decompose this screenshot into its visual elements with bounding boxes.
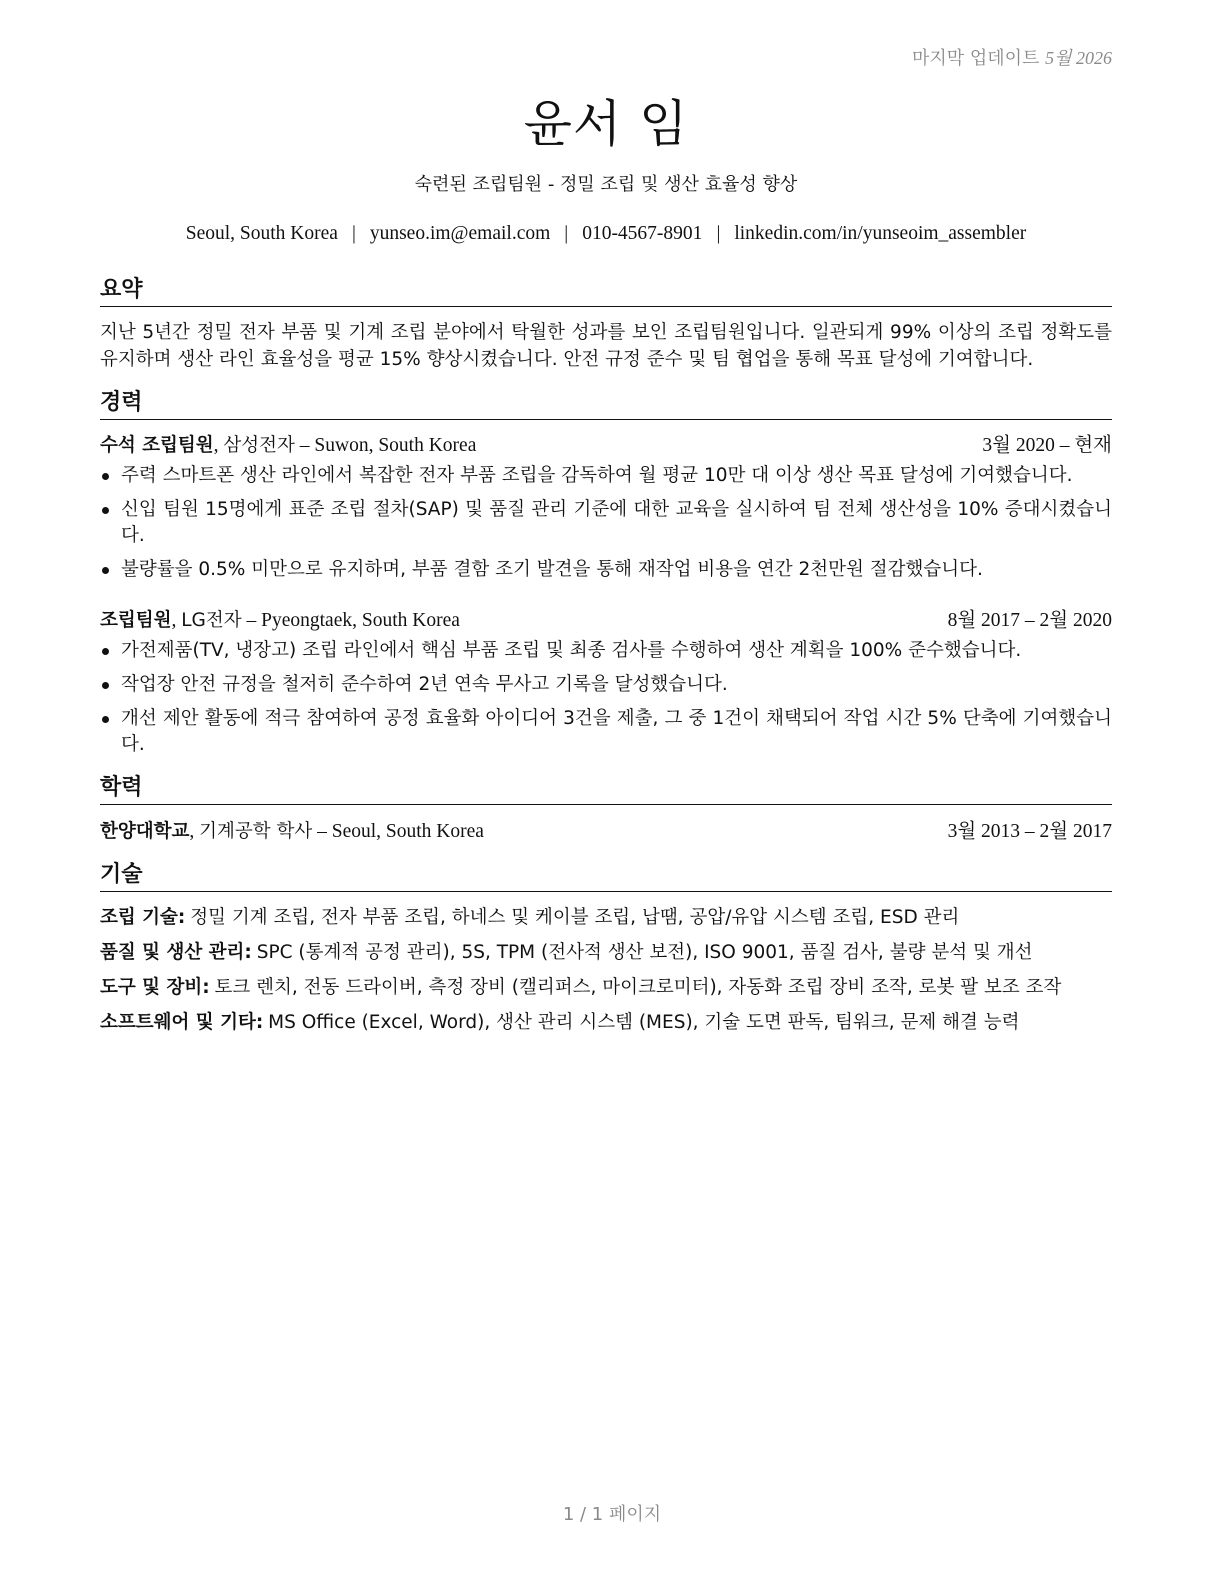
job-bullet: 신입 팀원 15명에게 표준 조립 절차(SAP) 및 품질 관리 기준에 대한 교육을 실시하여 팀 전체 생산성을 10% 증대시켰습니다.	[100, 497, 1112, 549]
job-bullet: 개선 제안 활동에 적극 참여하여 공정 효율화 아이디어 3건을 제출, 그 중 1건이 채택되어 작업 시간 5% 단축에 기여했습니다.	[100, 706, 1112, 758]
job-bullets	[100, 638, 1112, 766]
last-updated	[912, 44, 1112, 70]
job-company: 삼성전자	[223, 435, 295, 456]
contact-email[interactable]: yunseo.im@email.com	[369, 223, 551, 244]
education-school: 한양대학교	[100, 821, 190, 842]
skill-row	[100, 905, 1112, 931]
resume-page	[100, 0, 1112, 1584]
skill-value: MS Office (Excel, Word), 생산 관리 시스템 (MES), 기술 도면 판독, 팀워크, 문제 해결 능력	[268, 1012, 1020, 1033]
contact-separator: |	[351, 223, 356, 244]
skill-label: 품질 및 생산 관리:	[100, 942, 252, 963]
contact-phone: 010-4567-8901	[582, 223, 703, 244]
page-indicator: 1 / 1 페이지	[562, 1504, 662, 1525]
section-title-education: 학력	[100, 774, 1112, 805]
contact-separator: |	[716, 223, 721, 244]
last-updated-date: 5월 2026	[1045, 48, 1112, 68]
job-header: 조립팀원, LG전자 – Pyeongtaek, South Korea 8월 2017 – 2월 2020	[100, 608, 1112, 634]
job-location: – Suwon, South Korea	[299, 435, 477, 456]
job-location: – Pyeongtaek, South Korea	[246, 610, 460, 631]
skill-row	[100, 1010, 1112, 1036]
education-degree: 기계공학 학사	[199, 821, 313, 842]
contact-line	[100, 223, 1112, 245]
job-date: 3월 2020 – 현재	[982, 435, 1112, 456]
job-company: LG전자	[181, 610, 242, 631]
job-bullet: 작업장 안전 규정을 철저히 준수하여 2년 연속 무사고 기록을 달성했습니다.	[100, 672, 1112, 698]
job-role: 수석 조립팀원	[100, 435, 214, 456]
education-entry: 한양대학교, 기계공학 학사 – Seoul, South Korea 3월 2013 – 2월 2017	[100, 819, 1112, 845]
job-bullets	[100, 463, 1112, 591]
skill-label: 소프트웨어 및 기타:	[100, 1012, 264, 1033]
job-bullet: 가전제품(TV, 냉장고) 조립 라인에서 핵심 부품 조립 및 최종 검사를 수행하여 생산 계획을 100% 준수했습니다.	[100, 638, 1112, 664]
skill-value: SPC (통계적 공정 관리), 5S, TPM (전사적 생산 보전), ISO 9001, 품질 검사, 불량 분석 및 개선	[256, 942, 1033, 963]
skill-value: 정밀 기계 조립, 전자 부품 조립, 하네스 및 케이블 조립, 납땜, 공압/유압 시스템 조립, ESD 관리	[190, 907, 960, 928]
contact-location: Seoul, South Korea	[185, 223, 338, 244]
section-title-summary: 요약	[100, 276, 1112, 307]
skill-label: 도구 및 장비:	[100, 977, 210, 998]
summary-text: 지난 5년간 정밀 전자 부품 및 기계 조립 분야에서 탁월한 성과를 보인 조립팀원입니다. 일관되게 99% 이상의 조립 정확도를 유지하며 생산 라인 효율성을 평균 15% 향상시켰습니다. 안전 규정 준수 및 팀 협업을 통해 목표 달성에 기여합니다.	[100, 322, 1112, 370]
job-bullet: 불량률을 0.5% 미만으로 유지하며, 부품 결함 조기 발견을 통해 재작업 비용을 연간 2천만원 절감했습니다.	[100, 557, 1112, 583]
skill-label: 조립 기술:	[100, 907, 186, 928]
candidate-name: 윤서 임	[523, 95, 689, 153]
job-header: 수석 조립팀원, 삼성전자 – Suwon, South Korea 3월 2020 – 현재	[100, 433, 1112, 459]
contact-separator: |	[564, 223, 569, 244]
contact-linkedin[interactable]: linkedin.com/in/yunseoim_assembler	[734, 223, 1027, 244]
skill-row	[100, 940, 1112, 966]
education-location: – Seoul, South Korea	[317, 821, 484, 842]
education-date: 3월 2013 – 2월 2017	[947, 821, 1112, 842]
section-title-skills: 기술	[100, 861, 1112, 892]
skill-value: 토크 렌치, 전동 드라이버, 측정 장비 (캘리퍼스, 마이크로미터), 자동화 조립 장비 조작, 로봇 팔 보조 조작	[214, 977, 1062, 998]
job-bullet: 주력 스마트폰 생산 라인에서 복잡한 전자 부품 조립을 감독하여 월 평균 10만 대 이상 생산 목표 달성에 기여했습니다.	[100, 463, 1112, 489]
job-role: 조립팀원	[100, 610, 172, 631]
tagline: 숙련된 조립팀원 - 정밀 조립 및 생산 효율성 향상	[414, 174, 798, 195]
skill-row	[100, 975, 1112, 1001]
last-updated-label: 마지막 업데이트	[911, 48, 1040, 69]
job-date: 8월 2017 – 2월 2020	[947, 610, 1112, 631]
section-title-experience: 경력	[100, 389, 1112, 420]
